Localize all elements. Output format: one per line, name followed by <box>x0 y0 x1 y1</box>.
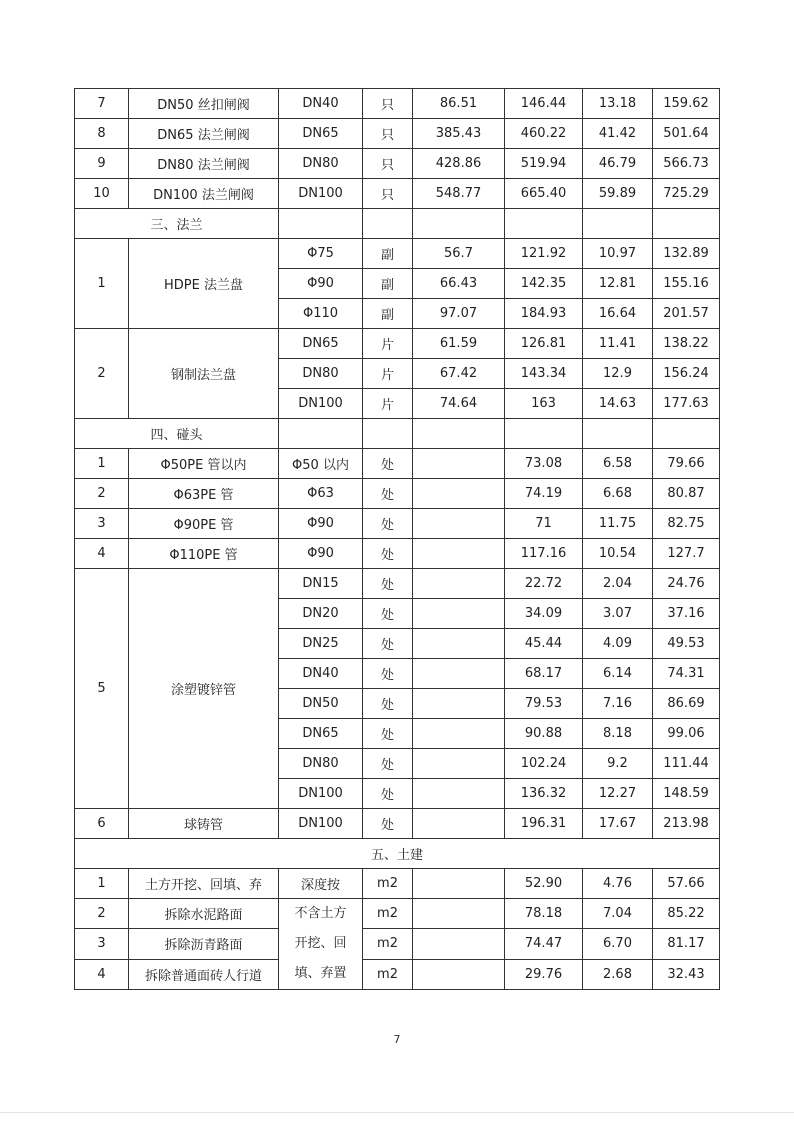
item-name: DN80 法兰闸阀 <box>129 149 279 179</box>
value-col-2: 78.18 <box>505 899 583 929</box>
row-number: 1 <box>75 869 129 899</box>
item-unit: 处 <box>363 509 413 539</box>
value-col-4: 148.59 <box>653 779 720 809</box>
value-col-4: 32.43 <box>653 959 720 989</box>
value-col-4: 82.75 <box>653 509 720 539</box>
item-unit: 副 <box>363 269 413 299</box>
value-col-4: 201.57 <box>653 299 720 329</box>
value-col-4: 85.22 <box>653 899 720 929</box>
value-col-1 <box>413 779 505 809</box>
section-row <box>75 419 720 449</box>
value-col-4: 501.64 <box>653 119 720 149</box>
item-unit: m2 <box>363 899 413 929</box>
value-col-3: 12.9 <box>583 359 653 389</box>
value-col-3: 14.63 <box>583 389 653 419</box>
row-number: 9 <box>75 149 129 179</box>
value-col-3: 41.42 <box>583 119 653 149</box>
value-col-2: 665.40 <box>505 179 583 209</box>
value-col-1 <box>413 629 505 659</box>
item-unit: m2 <box>363 869 413 899</box>
item-name: DN65 法兰闸阀 <box>129 119 279 149</box>
table-row <box>75 539 720 569</box>
value-col-3: 6.70 <box>583 929 653 959</box>
value-col-3: 6.68 <box>583 479 653 509</box>
item-unit: 处 <box>363 479 413 509</box>
table-row <box>75 959 720 989</box>
value-col-1 <box>413 569 505 599</box>
value-col-1: 97.07 <box>413 299 505 329</box>
item-spec: DN100 <box>279 779 363 809</box>
value-col-3: 4.09 <box>583 629 653 659</box>
item-spec: DN40 <box>279 89 363 119</box>
value-col-2: 184.93 <box>505 299 583 329</box>
item-name: 涂塑镀锌管 <box>129 569 279 809</box>
item-unit: 副 <box>363 239 413 269</box>
value-col-2: 136.32 <box>505 779 583 809</box>
value-col-3: 13.18 <box>583 89 653 119</box>
value-col-1 <box>413 869 505 899</box>
item-unit: 处 <box>363 749 413 779</box>
item-spec: Φ90 <box>279 509 363 539</box>
item-unit: 处 <box>363 569 413 599</box>
value-col-4: 111.44 <box>653 749 720 779</box>
item-spec: Φ63 <box>279 479 363 509</box>
item-unit: 处 <box>363 659 413 689</box>
value-col-2: 79.53 <box>505 689 583 719</box>
section-row <box>75 209 720 239</box>
value-col-3: 6.14 <box>583 659 653 689</box>
item-spec: DN100 <box>279 809 363 839</box>
value-col-1 <box>413 719 505 749</box>
value-col-3: 9.2 <box>583 749 653 779</box>
item-spec: DN65 <box>279 119 363 149</box>
value-col-4: 155.16 <box>653 269 720 299</box>
item-name: 拆除普通面砖人行道 <box>129 959 279 989</box>
table-row <box>75 149 720 179</box>
value-col-2: 29.76 <box>505 959 583 989</box>
item-unit: 处 <box>363 719 413 749</box>
section-heading: 四、碰头 <box>75 419 279 449</box>
value-col-3: 16.64 <box>583 299 653 329</box>
row-number: 2 <box>75 899 129 929</box>
row-number: 2 <box>75 329 129 419</box>
table-row <box>75 329 720 359</box>
value-col-1: 56.7 <box>413 239 505 269</box>
item-name: Φ50PE 管以内 <box>129 449 279 479</box>
item-spec: DN15 <box>279 569 363 599</box>
value-col-2: 142.35 <box>505 269 583 299</box>
row-number: 7 <box>75 89 129 119</box>
item-name: 拆除水泥路面 <box>129 899 279 929</box>
value-col-1 <box>413 479 505 509</box>
civil-note <box>279 899 363 990</box>
value-col-2: 121.92 <box>505 239 583 269</box>
item-unit: 只 <box>363 89 413 119</box>
item-spec: Φ90 <box>279 539 363 569</box>
price-table <box>74 88 720 990</box>
item-spec: 深度按 <box>279 869 363 899</box>
item-spec: DN100 <box>279 389 363 419</box>
item-unit: 片 <box>363 329 413 359</box>
page-edge-divider <box>0 1112 794 1113</box>
value-col-1: 548.77 <box>413 179 505 209</box>
value-col-3: 12.27 <box>583 779 653 809</box>
item-unit: 处 <box>363 599 413 629</box>
value-col-2: 52.90 <box>505 869 583 899</box>
value-col-1 <box>413 599 505 629</box>
value-col-2: 519.94 <box>505 149 583 179</box>
item-spec: Φ110 <box>279 299 363 329</box>
item-unit: 只 <box>363 179 413 209</box>
item-unit: 只 <box>363 149 413 179</box>
value-col-3: 6.58 <box>583 449 653 479</box>
value-col-2: 71 <box>505 509 583 539</box>
value-col-1 <box>413 899 505 929</box>
item-unit: m2 <box>363 959 413 989</box>
value-col-3: 12.81 <box>583 269 653 299</box>
row-number: 1 <box>75 449 129 479</box>
item-spec: DN50 <box>279 689 363 719</box>
table-row <box>75 89 720 119</box>
value-col-1: 86.51 <box>413 89 505 119</box>
value-col-4: 81.17 <box>653 929 720 959</box>
value-col-2: 102.24 <box>505 749 583 779</box>
row-number: 3 <box>75 929 129 959</box>
value-col-4: 159.62 <box>653 89 720 119</box>
item-unit: 处 <box>363 449 413 479</box>
page-number: 7 <box>393 1033 401 1046</box>
row-number: 2 <box>75 479 129 509</box>
row-number: 1 <box>75 239 129 329</box>
value-col-2: 74.19 <box>505 479 583 509</box>
value-col-1: 428.86 <box>413 149 505 179</box>
value-col-1 <box>413 959 505 989</box>
table-row <box>75 929 720 959</box>
row-number: 6 <box>75 809 129 839</box>
item-spec: DN80 <box>279 359 363 389</box>
item-spec: Φ50 以内 <box>279 449 363 479</box>
value-col-3: 3.07 <box>583 599 653 629</box>
section-heading: 三、法兰 <box>75 209 279 239</box>
item-spec: DN65 <box>279 719 363 749</box>
value-col-1 <box>413 509 505 539</box>
value-col-1 <box>413 749 505 779</box>
table-row <box>75 179 720 209</box>
row-number: 4 <box>75 959 129 989</box>
item-unit: 片 <box>363 389 413 419</box>
item-unit: 只 <box>363 119 413 149</box>
value-col-1 <box>413 929 505 959</box>
value-col-2: 90.88 <box>505 719 583 749</box>
item-name: Φ110PE 管 <box>129 539 279 569</box>
value-col-2: 163 <box>505 389 583 419</box>
value-col-2: 117.16 <box>505 539 583 569</box>
item-name: HDPE 法兰盘 <box>129 239 279 329</box>
item-unit: m2 <box>363 929 413 959</box>
value-col-1 <box>413 539 505 569</box>
value-col-1: 61.59 <box>413 329 505 359</box>
value-col-4: 725.29 <box>653 179 720 209</box>
table-row <box>75 869 720 899</box>
table-row <box>75 479 720 509</box>
table-row <box>75 119 720 149</box>
value-col-2: 143.34 <box>505 359 583 389</box>
table-row <box>75 569 720 599</box>
value-col-4: 156.24 <box>653 359 720 389</box>
table-row <box>75 449 720 479</box>
value-col-3: 10.54 <box>583 539 653 569</box>
table-row <box>75 239 720 269</box>
section-heading: 五、土建 <box>75 839 720 869</box>
value-col-2: 22.72 <box>505 569 583 599</box>
item-unit: 处 <box>363 629 413 659</box>
row-number: 10 <box>75 179 129 209</box>
item-spec: DN100 <box>279 179 363 209</box>
item-name: Φ63PE 管 <box>129 479 279 509</box>
value-col-4: 37.16 <box>653 599 720 629</box>
item-spec: DN20 <box>279 599 363 629</box>
row-number: 8 <box>75 119 129 149</box>
value-col-3: 2.04 <box>583 569 653 599</box>
item-spec: Φ90 <box>279 269 363 299</box>
item-name: 拆除沥青路面 <box>129 929 279 959</box>
item-spec: DN80 <box>279 749 363 779</box>
value-col-2: 196.31 <box>505 809 583 839</box>
value-col-2: 146.44 <box>505 89 583 119</box>
item-name: Φ90PE 管 <box>129 509 279 539</box>
civil-note-line: 开挖、回 <box>294 936 347 951</box>
value-col-3: 46.79 <box>583 149 653 179</box>
value-col-3: 7.04 <box>583 899 653 929</box>
item-name: 土方开挖、回填、弃 <box>129 869 279 899</box>
item-unit: 处 <box>363 539 413 569</box>
value-col-2: 74.47 <box>505 929 583 959</box>
item-name: DN100 法兰闸阀 <box>129 179 279 209</box>
value-col-4: 24.76 <box>653 569 720 599</box>
item-unit: 处 <box>363 689 413 719</box>
value-col-4: 132.89 <box>653 239 720 269</box>
value-col-4: 177.63 <box>653 389 720 419</box>
table-row <box>75 809 720 839</box>
value-col-1: 66.43 <box>413 269 505 299</box>
item-unit: 处 <box>363 779 413 809</box>
item-spec: DN65 <box>279 329 363 359</box>
item-unit: 处 <box>363 809 413 839</box>
value-col-3: 10.97 <box>583 239 653 269</box>
value-col-1 <box>413 809 505 839</box>
value-col-4: 138.22 <box>653 329 720 359</box>
value-col-1: 74.64 <box>413 389 505 419</box>
item-spec: Φ75 <box>279 239 363 269</box>
value-col-4: 213.98 <box>653 809 720 839</box>
value-col-2: 68.17 <box>505 659 583 689</box>
value-col-1 <box>413 689 505 719</box>
value-col-3: 17.67 <box>583 809 653 839</box>
civil-note-line: 填、弃置 <box>294 966 347 981</box>
item-spec: DN25 <box>279 629 363 659</box>
row-number: 3 <box>75 509 129 539</box>
value-col-3: 8.18 <box>583 719 653 749</box>
value-col-2: 34.09 <box>505 599 583 629</box>
item-spec: DN40 <box>279 659 363 689</box>
value-col-1: 67.42 <box>413 359 505 389</box>
table-row <box>75 509 720 539</box>
table-row <box>75 899 720 929</box>
value-col-2: 460.22 <box>505 119 583 149</box>
value-col-3: 11.41 <box>583 329 653 359</box>
civil-note-line: 不含土方 <box>294 906 347 921</box>
value-col-1 <box>413 449 505 479</box>
section-row <box>75 839 720 869</box>
value-col-2: 45.44 <box>505 629 583 659</box>
value-col-4: 49.53 <box>653 629 720 659</box>
value-col-2: 73.08 <box>505 449 583 479</box>
row-number: 5 <box>75 569 129 809</box>
value-col-4: 99.06 <box>653 719 720 749</box>
value-col-4: 86.69 <box>653 689 720 719</box>
value-col-3: 11.75 <box>583 509 653 539</box>
item-unit: 副 <box>363 299 413 329</box>
item-unit: 片 <box>363 359 413 389</box>
value-col-2: 126.81 <box>505 329 583 359</box>
item-name: 钢制法兰盘 <box>129 329 279 419</box>
value-col-4: 566.73 <box>653 149 720 179</box>
item-name: 球铸管 <box>129 809 279 839</box>
value-col-3: 7.16 <box>583 689 653 719</box>
value-col-3: 59.89 <box>583 179 653 209</box>
value-col-1: 385.43 <box>413 119 505 149</box>
value-col-4: 79.66 <box>653 449 720 479</box>
value-col-3: 4.76 <box>583 869 653 899</box>
value-col-4: 127.7 <box>653 539 720 569</box>
value-col-4: 57.66 <box>653 869 720 899</box>
value-col-3: 2.68 <box>583 959 653 989</box>
item-spec: DN80 <box>279 149 363 179</box>
value-col-4: 80.87 <box>653 479 720 509</box>
value-col-4: 74.31 <box>653 659 720 689</box>
value-col-1 <box>413 659 505 689</box>
row-number: 4 <box>75 539 129 569</box>
item-name: DN50 丝扣闸阀 <box>129 89 279 119</box>
